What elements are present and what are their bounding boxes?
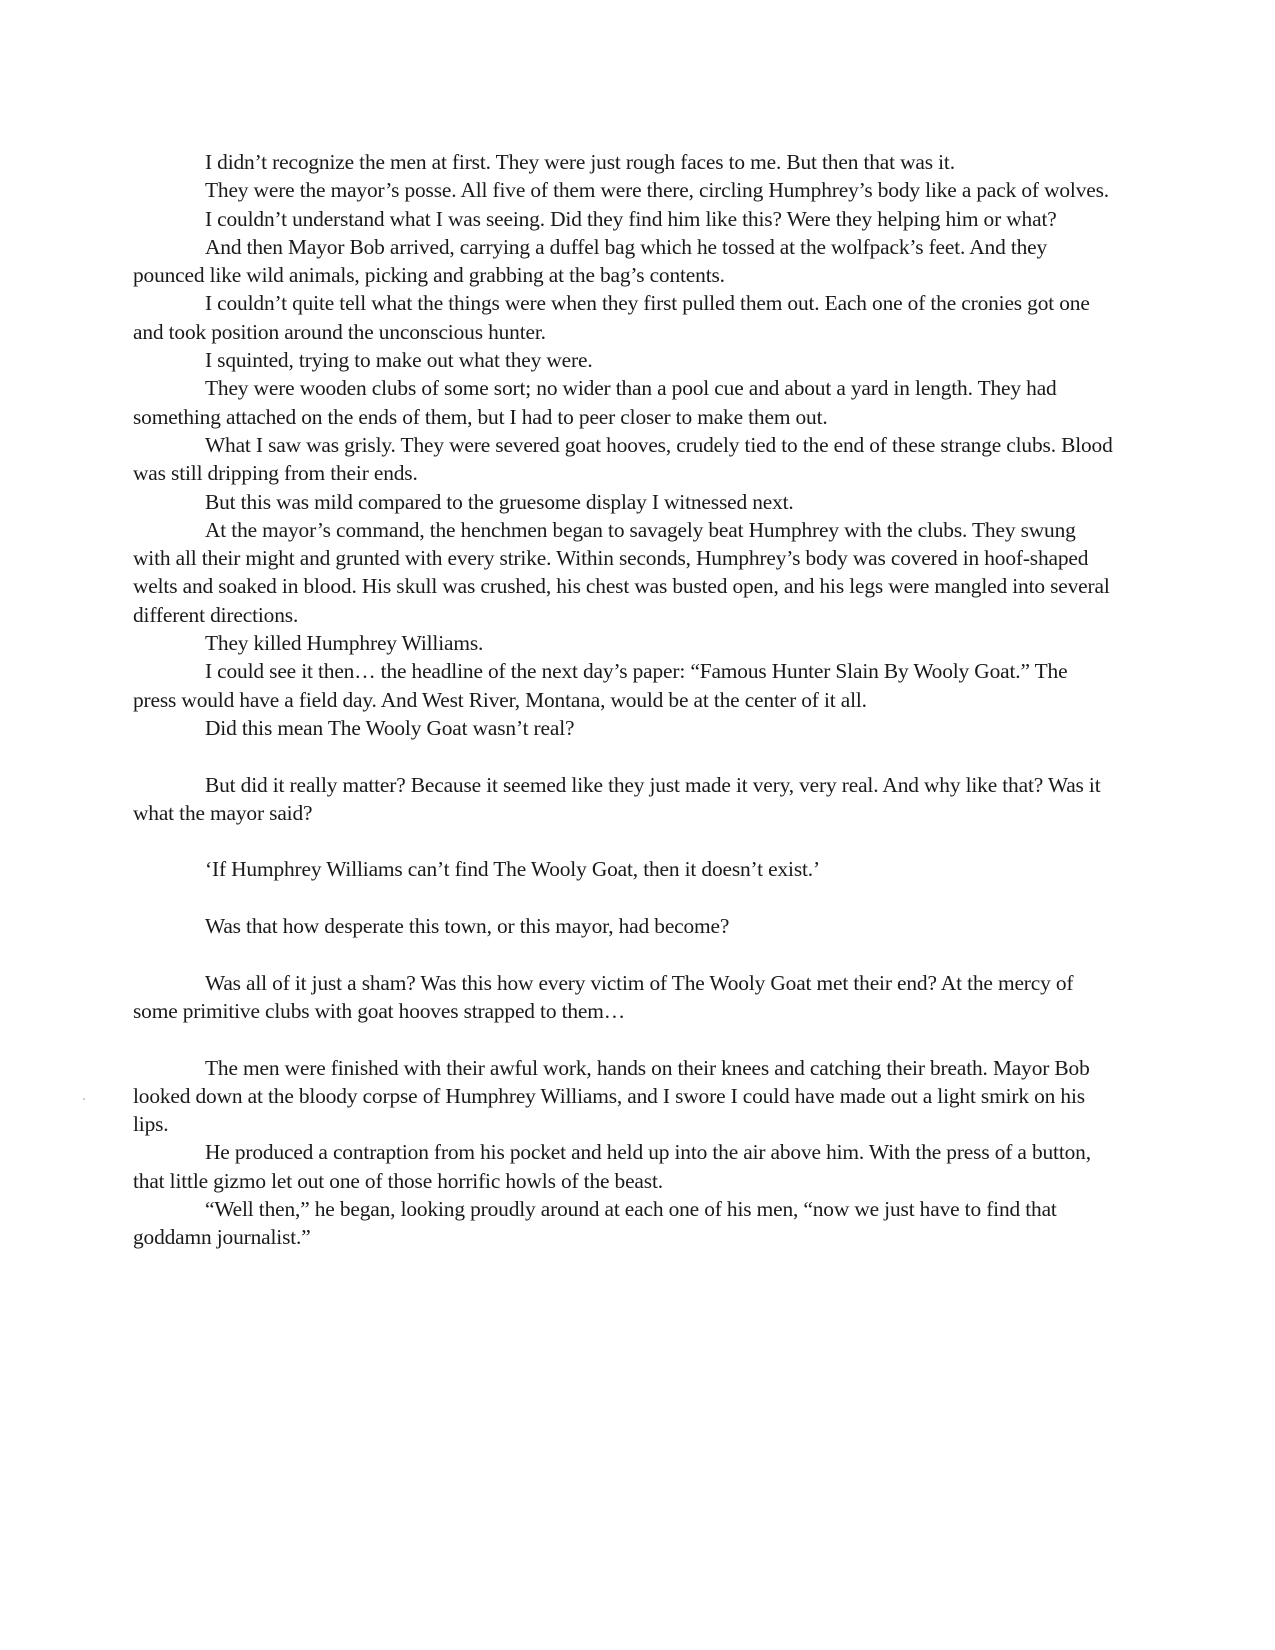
paragraph: They killed Humphrey Williams. (205, 631, 484, 656)
paragraph-gap (133, 827, 1113, 855)
paragraph: They were wooden clubs of some sort; no wider than a pool cue and about a yard in length. They had something attached on the ends of them, but I had to peer closer to make them out. (133, 376, 1057, 429)
paragraph-gap (133, 940, 1113, 968)
paragraph: He produced a contraption from his pocket and held up into the air above him. With the press of a button, that little gizmo let out one of those horrific howls of the beast. (133, 1140, 1091, 1193)
manuscript-page (133, 148, 1113, 1252)
paragraph: What I saw was grisly. They were severed goat hooves, crudely tied to the end of these strange clubs. Blood was still dripping from their ends. (133, 432, 1113, 486)
paragraph: But this was mild compared to the gruesome display I witnessed next. (205, 489, 794, 514)
paragraph: Did this mean The Wooly Goat wasn’t real? (205, 715, 575, 740)
paragraph: But did it really matter? Because it seemed like they just made it very, very real. And why like that? Was it what the mayor said? (133, 772, 1101, 825)
quoted-paragraph: ‘If Humphrey Williams can’t find The Wooly Goat, then it doesn’t exist.’ (205, 857, 820, 882)
paragraph: “Well then,” he began, looking proudly around at each one of his men, “now we just have to find that goddamn journalist.” (133, 1196, 1057, 1250)
paragraph: I didn’t recognize the men at first. They were just rough faces to me. But then that was it. (205, 150, 955, 174)
paragraph: Was all of it just a sham? Was this how every victim of The Wooly Goat met their end? At the mercy of some primitive clubs with goat hooves strapped to them… (133, 970, 1074, 1023)
paragraph: I couldn’t understand what I was seeing. Did they find him like this? Were they helping him or what? (205, 206, 1057, 231)
paragraph: At the mayor’s command, the henchmen began to savagely beat Humphrey with the clubs. They swung with all their might and grunted with every strike. Within seconds, Humphrey’s body was covered in hoof-shaped welts and soaked in blood. His skull was crushed, his chest was busted open, and his legs were mangled into several different directions. (133, 517, 1110, 627)
paragraph-gap (133, 742, 1113, 770)
paragraph: They were the mayor’s posse. All five of them were there, circling Humphrey’s body like a pack of wolves. (205, 178, 1109, 203)
paragraph-gap (133, 884, 1113, 912)
paragraph: Was that how desperate this town, or this mayor, had become? (205, 914, 730, 939)
paragraph: And then Mayor Bob arrived, carrying a duffel bag which he tossed at the wolfpack’s feet. And they pounced like wild animals, picking and grabbing at the bag’s contents. (133, 234, 1048, 288)
paragraph: The men were finished with their awful work, hands on their knees and catching their breath. Mayor Bob looked down at the bloody corpse of Humphrey Williams, and I swore I could have made out a light smirk on his lips. (133, 1055, 1090, 1137)
paragraph: I couldn’t quite tell what the things were when they first pulled them out. Each one of the cronies got one and took position around the unconscious hunter. (133, 291, 1090, 344)
paragraph: I could see it then… the headline of the next day’s paper: “Famous Hunter Slain By Wooly Goat.” The press would have a field day. And West River, Montana, would be at the center of it all. (133, 659, 1068, 712)
scan-speck (83, 1098, 85, 1100)
paragraph-gap (133, 1025, 1113, 1053)
paragraph: I squinted, trying to make out what they were. (205, 348, 593, 373)
